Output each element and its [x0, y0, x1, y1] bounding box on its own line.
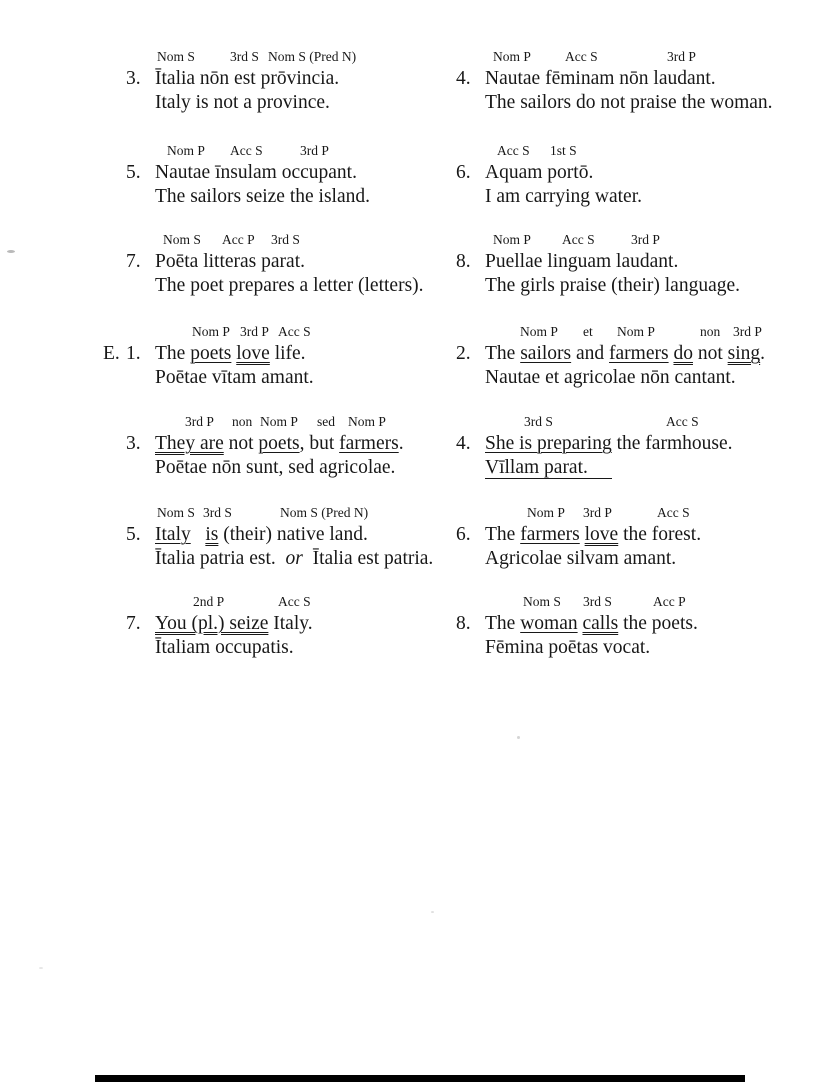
grammar-tag: Nom S (Pred N) — [280, 505, 369, 520]
item-number-spacer — [126, 456, 155, 480]
grammar-tag: Acc S — [657, 505, 690, 520]
sentence-text-2 — [485, 274, 740, 298]
grammar-annotation-row — [155, 505, 433, 523]
underlined-word: They are — [155, 433, 224, 454]
grammar-annotation-row — [155, 232, 424, 250]
grammar-annotation-row — [155, 324, 314, 342]
text-segment: . — [760, 343, 766, 364]
text-segment: the poets. — [618, 613, 698, 634]
text-segment: The girls praise (their) language. — [485, 275, 741, 296]
sentence-text-2 — [485, 91, 773, 115]
grammar-tag: 3rd P — [583, 505, 612, 520]
sentence-line-2 — [456, 547, 701, 571]
item-number-spacer — [456, 366, 485, 390]
item-number: 3. — [126, 68, 141, 89]
exercise-item — [456, 324, 765, 390]
exercise-item — [456, 594, 698, 660]
exercise-item — [456, 505, 701, 571]
underlined-word: She is preparing — [485, 433, 612, 454]
grammar-tag: 2nd P — [193, 594, 225, 609]
grammar-annotation-row — [485, 324, 765, 342]
grammar-tag: Acc S — [562, 232, 595, 247]
underlined-word: You (pl.) seize — [155, 613, 269, 634]
sentence-line-1 — [126, 67, 339, 91]
grammar-tag: Acc S — [278, 324, 311, 339]
grammar-tag: 1st S — [550, 143, 577, 158]
item-number-spacer — [126, 185, 155, 209]
sentence-text-1 — [155, 432, 404, 456]
text-segment: Nautae et agricolae nōn cantant. — [485, 367, 736, 388]
item-number-spacer — [456, 91, 485, 115]
sentence-text-1 — [485, 523, 701, 547]
item-number: 4. — [456, 68, 471, 89]
sentence-line-1 — [456, 523, 701, 547]
grammar-tag: 3rd S — [230, 49, 259, 64]
scan-speck — [39, 967, 43, 969]
text-segment: Ītalia est patria. — [302, 548, 434, 569]
underlined-word: love — [236, 343, 270, 364]
grammar-tag: 3rd S — [524, 414, 553, 429]
grammar-tag: Nom P — [493, 49, 531, 64]
item-number: 7. — [126, 613, 141, 634]
sentence-line-2 — [126, 547, 433, 571]
grammar-tag: Acc S — [666, 414, 699, 429]
text-segment: Aquam portō. — [485, 162, 594, 183]
sentence-text-2 — [155, 547, 433, 571]
sentence-text-1 — [485, 612, 698, 636]
item-number-spacer — [126, 91, 155, 115]
sentence-line-1 — [456, 67, 773, 91]
underlined-word: sailors — [520, 343, 572, 364]
sentence-line-2 — [126, 636, 313, 660]
item-number: 5. — [126, 524, 141, 545]
grammar-annotation-row — [155, 49, 357, 67]
item-number-spacer — [456, 456, 485, 480]
sentence-text-2 — [485, 366, 736, 390]
item-number: 7. — [126, 251, 141, 272]
item-number: 2. — [456, 343, 471, 364]
sentence-text-2 — [485, 547, 676, 571]
grammar-tag: Nom P — [260, 414, 298, 429]
text-segment: Poēta litteras parat. — [155, 251, 305, 272]
grammar-annotation-row — [485, 594, 698, 612]
item-number: 4. — [456, 433, 471, 454]
sentence-text-1 — [485, 432, 733, 456]
item-number: 8. — [456, 613, 471, 634]
text-segment: The sailors do not praise the woman. — [485, 92, 773, 113]
grammar-tag: 3rd P — [240, 324, 269, 339]
underlined-word: farmers — [339, 433, 399, 454]
grammar-tag: non — [232, 414, 253, 429]
grammar-annotation-row — [485, 232, 740, 250]
text-segment: not — [692, 343, 728, 364]
text-segment: Ītalia patria est. — [155, 548, 286, 569]
text-segment: the farmhouse. — [611, 433, 733, 454]
text-segment: Puellae linguam laudant. — [485, 251, 679, 272]
grammar-tag: Acc P — [653, 594, 686, 609]
sentence-line-1 — [126, 250, 424, 274]
item-number-spacer — [126, 366, 155, 390]
grammar-tag: Acc S — [230, 143, 263, 158]
text-segment: Fēmina poētas vocat. — [485, 637, 651, 658]
exercise-item — [126, 594, 313, 660]
grammar-tag: Acc S — [497, 143, 530, 158]
exercise-item — [126, 414, 404, 480]
sentence-text-2 — [155, 456, 395, 480]
sentence-text-1 — [155, 250, 305, 274]
section-e-label: E. — [103, 343, 120, 364]
grammar-tag: Nom P — [192, 324, 230, 339]
text-segment: The — [485, 343, 521, 364]
text-segment: not — [223, 433, 259, 454]
sentence-text-1 — [485, 250, 678, 274]
sentence-line-2 — [456, 366, 765, 390]
sentence-line-2 — [126, 91, 339, 115]
sentence-line-2 — [456, 185, 642, 209]
text-segment: Nautae fēminam nōn laudant. — [485, 68, 716, 89]
text-segment: and — [571, 343, 610, 364]
exercise-item — [126, 232, 424, 298]
text-segment — [191, 524, 206, 545]
grammar-tag: 3rd S — [203, 505, 232, 520]
text-segment: The — [485, 524, 521, 545]
scan-speck — [517, 736, 520, 739]
text-segment: Poētae vītam amant. — [155, 367, 314, 388]
grammar-tag: 3rd S — [271, 232, 300, 247]
text-segment: (their) native land. — [218, 524, 368, 545]
text-segment: The — [155, 343, 191, 364]
sentence-line-2 — [126, 274, 424, 298]
sentence-text-1 — [155, 67, 339, 91]
grammar-tag: Acc S — [278, 594, 311, 609]
grammar-tag: Nom P — [493, 232, 531, 247]
underlined-word: is — [205, 524, 219, 545]
sentence-text-2 — [155, 636, 294, 660]
sentence-text-2 — [155, 366, 314, 390]
underlined-word: poets — [258, 433, 300, 454]
grammar-tag: Nom P — [520, 324, 558, 339]
grammar-tag: Nom P — [617, 324, 655, 339]
item-number-spacer — [456, 636, 485, 660]
sentence-text-2 — [485, 185, 642, 209]
text-segment: Ītaliam occupatis. — [155, 637, 294, 658]
text-segment: life. — [269, 343, 306, 364]
grammar-tag: Nom S — [163, 232, 201, 247]
grammar-tag: non — [700, 324, 721, 339]
grammar-tag: Nom S — [523, 594, 561, 609]
grammar-tag: sed — [317, 414, 335, 429]
scan-speck — [7, 250, 15, 253]
grammar-tag: Nom S — [157, 505, 195, 520]
grammar-tag: 3rd P — [631, 232, 660, 247]
item-number-spacer — [456, 274, 485, 298]
underlined-word: farmers — [520, 524, 580, 545]
item-number: 5. — [126, 162, 141, 183]
scan-speck — [431, 911, 434, 913]
grammar-tag: Nom S — [157, 49, 195, 64]
sentence-line-2 — [126, 456, 404, 480]
sentence-line-2 — [126, 366, 314, 390]
text-segment: Nautae īnsulam occupant. — [155, 162, 357, 183]
text-segment: , but — [299, 433, 340, 454]
sentence-text-1 — [155, 612, 313, 636]
exercise-item — [126, 505, 433, 571]
item-number: 3. — [126, 433, 141, 454]
text-segment: The — [485, 613, 521, 634]
sentence-line-1 — [456, 161, 642, 185]
grammar-tag: Acc P — [222, 232, 255, 247]
text-segment: . — [398, 433, 404, 454]
item-number: 8. — [456, 251, 471, 272]
text-segment: I am carrying water. — [485, 186, 643, 207]
sentence-line-1 — [456, 432, 733, 456]
sentence-line-2 — [456, 91, 773, 115]
sentence-text-2 — [155, 274, 424, 298]
text-segment: Italy is not a province. — [155, 92, 330, 113]
sentence-line-1 — [456, 612, 698, 636]
sentence-text-1 — [485, 67, 716, 91]
grammar-annotation-row — [485, 143, 642, 161]
item-number-spacer — [126, 547, 155, 571]
text-segment: the forest. — [618, 524, 702, 545]
sentence-text-1 — [155, 523, 368, 547]
scan-artifact-bar — [95, 1075, 745, 1082]
sentence-line-1 — [126, 523, 433, 547]
sentence-text-1 — [485, 342, 765, 366]
grammar-tag: 3rd P — [667, 49, 696, 64]
sentence-line-2 — [456, 274, 740, 298]
grammar-tag: 3rd P — [733, 324, 762, 339]
sentence-line-2 — [456, 456, 733, 480]
sentence-line-1 — [456, 342, 765, 366]
exercise-item — [126, 143, 370, 209]
underlined-word: poets — [190, 343, 232, 364]
underlined-word: Italy — [155, 524, 191, 545]
sentence-line-2 — [456, 636, 698, 660]
item-number-spacer — [456, 185, 485, 209]
grammar-tag: 3rd S — [583, 594, 612, 609]
grammar-tag: Acc S — [565, 49, 598, 64]
underlined-word: calls — [582, 613, 619, 634]
exercise-item — [456, 49, 773, 115]
underlined-word: farmers — [609, 343, 669, 364]
sentence-line-1 — [126, 612, 313, 636]
sentence-line-2 — [126, 185, 370, 209]
exercise-item — [456, 143, 642, 209]
sentence-line-1 — [126, 432, 404, 456]
text-segment: The sailors seize the island. — [155, 186, 370, 207]
sentence-text-2 — [485, 456, 612, 480]
grammar-tag: et — [583, 324, 593, 339]
underlined-word: do — [673, 343, 693, 364]
sentence-line-1 — [126, 342, 314, 366]
text-segment: The poet prepares a letter (letters). — [155, 275, 424, 296]
grammar-tag: 3rd P — [185, 414, 214, 429]
grammar-annotation-row — [155, 143, 370, 161]
item-number-spacer — [126, 274, 155, 298]
sentence-line-1 — [456, 250, 740, 274]
grammar-tag: Nom P — [167, 143, 205, 158]
grammar-annotation-row — [485, 414, 733, 432]
exercise-item — [103, 324, 314, 390]
sentence-text-2 — [155, 91, 330, 115]
grammar-annotation-row — [485, 49, 773, 67]
sentence-line-1 — [126, 161, 370, 185]
grammar-annotation-row — [155, 414, 404, 432]
grammar-annotation-row — [155, 594, 313, 612]
text-segment: or — [285, 548, 303, 569]
text-segment: Agricolae silvam amant. — [485, 548, 677, 569]
grammar-annotation-row — [485, 505, 701, 523]
item-number: 6. — [456, 524, 471, 545]
sentence-text-1 — [485, 161, 593, 185]
sentence-text-2 — [155, 185, 370, 209]
underlined-word: Vīllam parat. — [485, 457, 612, 479]
grammar-tag: 3rd P — [300, 143, 329, 158]
underlined-word: love — [584, 524, 619, 545]
item-number-spacer — [126, 636, 155, 660]
item-number-spacer — [456, 547, 485, 571]
text-segment: Italy. — [268, 613, 313, 634]
exercise-item — [456, 232, 740, 298]
underlined-word: woman — [520, 613, 578, 634]
grammar-tag: Nom P — [348, 414, 386, 429]
grammar-tag: Nom P — [527, 505, 565, 520]
item-number: 1. — [126, 343, 141, 364]
item-number: 6. — [456, 162, 471, 183]
sentence-text-1 — [155, 342, 306, 366]
exercise-item — [456, 414, 733, 480]
sentence-text-1 — [155, 161, 357, 185]
text-segment: Poētae nōn sunt, sed agricolae. — [155, 457, 396, 478]
exercise-item — [126, 49, 357, 115]
sentence-text-2 — [485, 636, 650, 660]
text-segment: Ītalia nōn est prōvincia. — [155, 68, 340, 89]
underlined-word: sing — [727, 343, 761, 364]
grammar-tag: Nom S (Pred N) — [268, 49, 357, 64]
